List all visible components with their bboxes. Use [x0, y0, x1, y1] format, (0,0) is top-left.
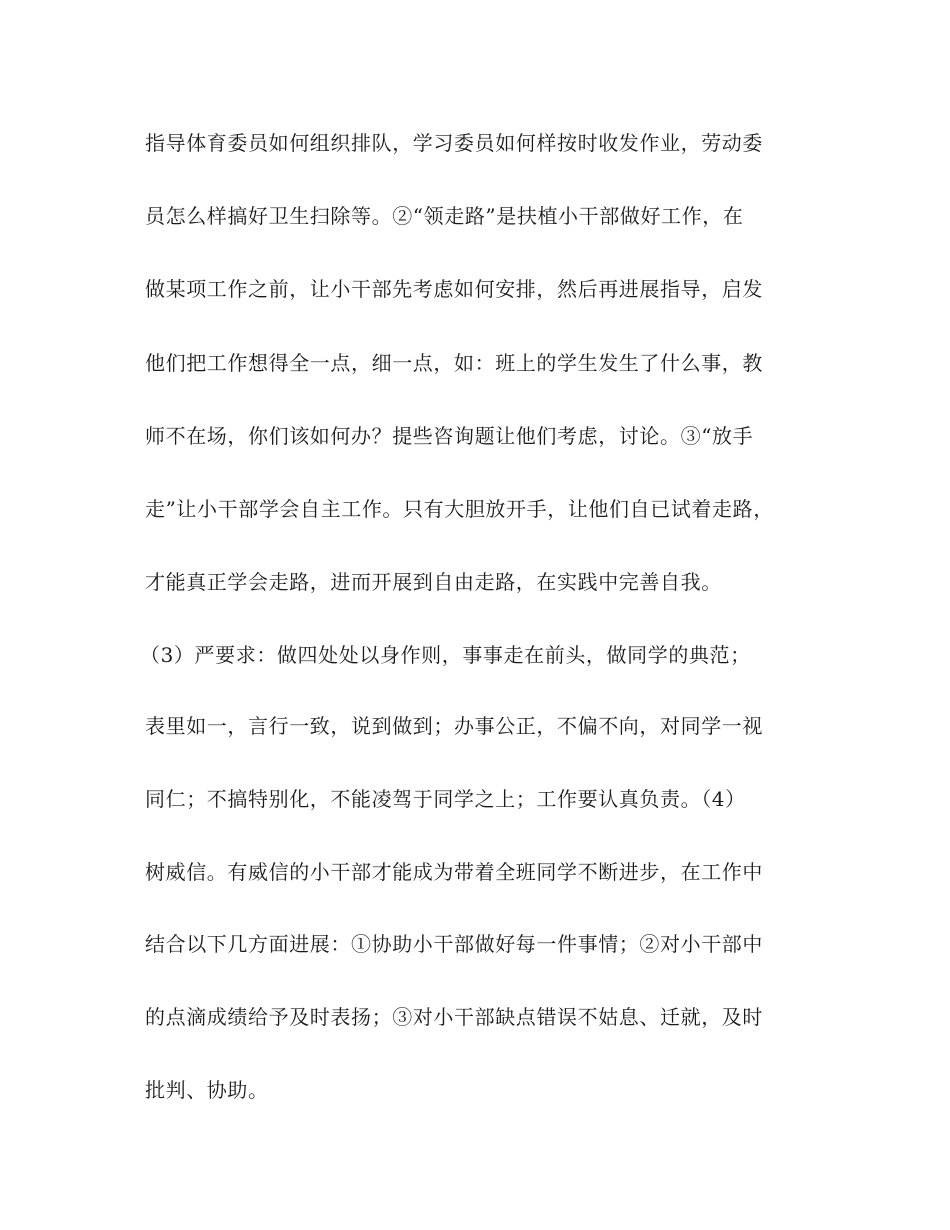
body-text-line: 批判、协助。 [145, 1078, 269, 1102]
body-text-line: 员怎么样搞好卫生扫除等。②“领走路”是扶植小干部做好工作，在 [145, 204, 744, 228]
body-text-line: 走”让小干部学会自主工作。只有大胆放开手，让他们自已试着走路， [145, 497, 774, 521]
body-text-line: 他们把工作想得全一点，细一点，如：班上的学生发生了什么事，教 [145, 351, 763, 375]
body-text-line: 同仁；不搞特别化，不能凌驾于同学之上；工作要认真负责。（4） [145, 787, 746, 811]
body-text-line: 指导体育委员如何组织排队，学习委员如何样按时收发作业，劳动委 [145, 131, 763, 155]
body-text-line: 才能真正学会走路，进而开展到自由走路，在实践中完善自我。 [145, 570, 722, 594]
body-text-line: （3）严要求：做四处处以身作则，事事走在前头，做同学的典范； [140, 643, 751, 667]
body-text-line: 的点滴成绩给予及时表扬；③对小干部缺点错误不姑息、迁就，及时 [145, 1005, 763, 1029]
body-text-line: 师不在场，你们该如何办？提些咨询题让他们考虑，讨论。③“放手 [145, 424, 754, 448]
body-text-line: 表里如一，言行一致，说到做到；办事公正，不偏不向，对同学一视 [145, 714, 763, 738]
body-text-line: 做某项工作之前，让小干部先考虑如何安排，然后再进展指导，启发 [145, 277, 763, 301]
body-text-line: 结合以下几方面进展：①协助小干部做好每一件事情；②对小干部中 [145, 932, 763, 956]
body-text-line: 树威信。有威信的小干部才能成为带着全班同学不断进步，在工作中 [145, 860, 763, 884]
